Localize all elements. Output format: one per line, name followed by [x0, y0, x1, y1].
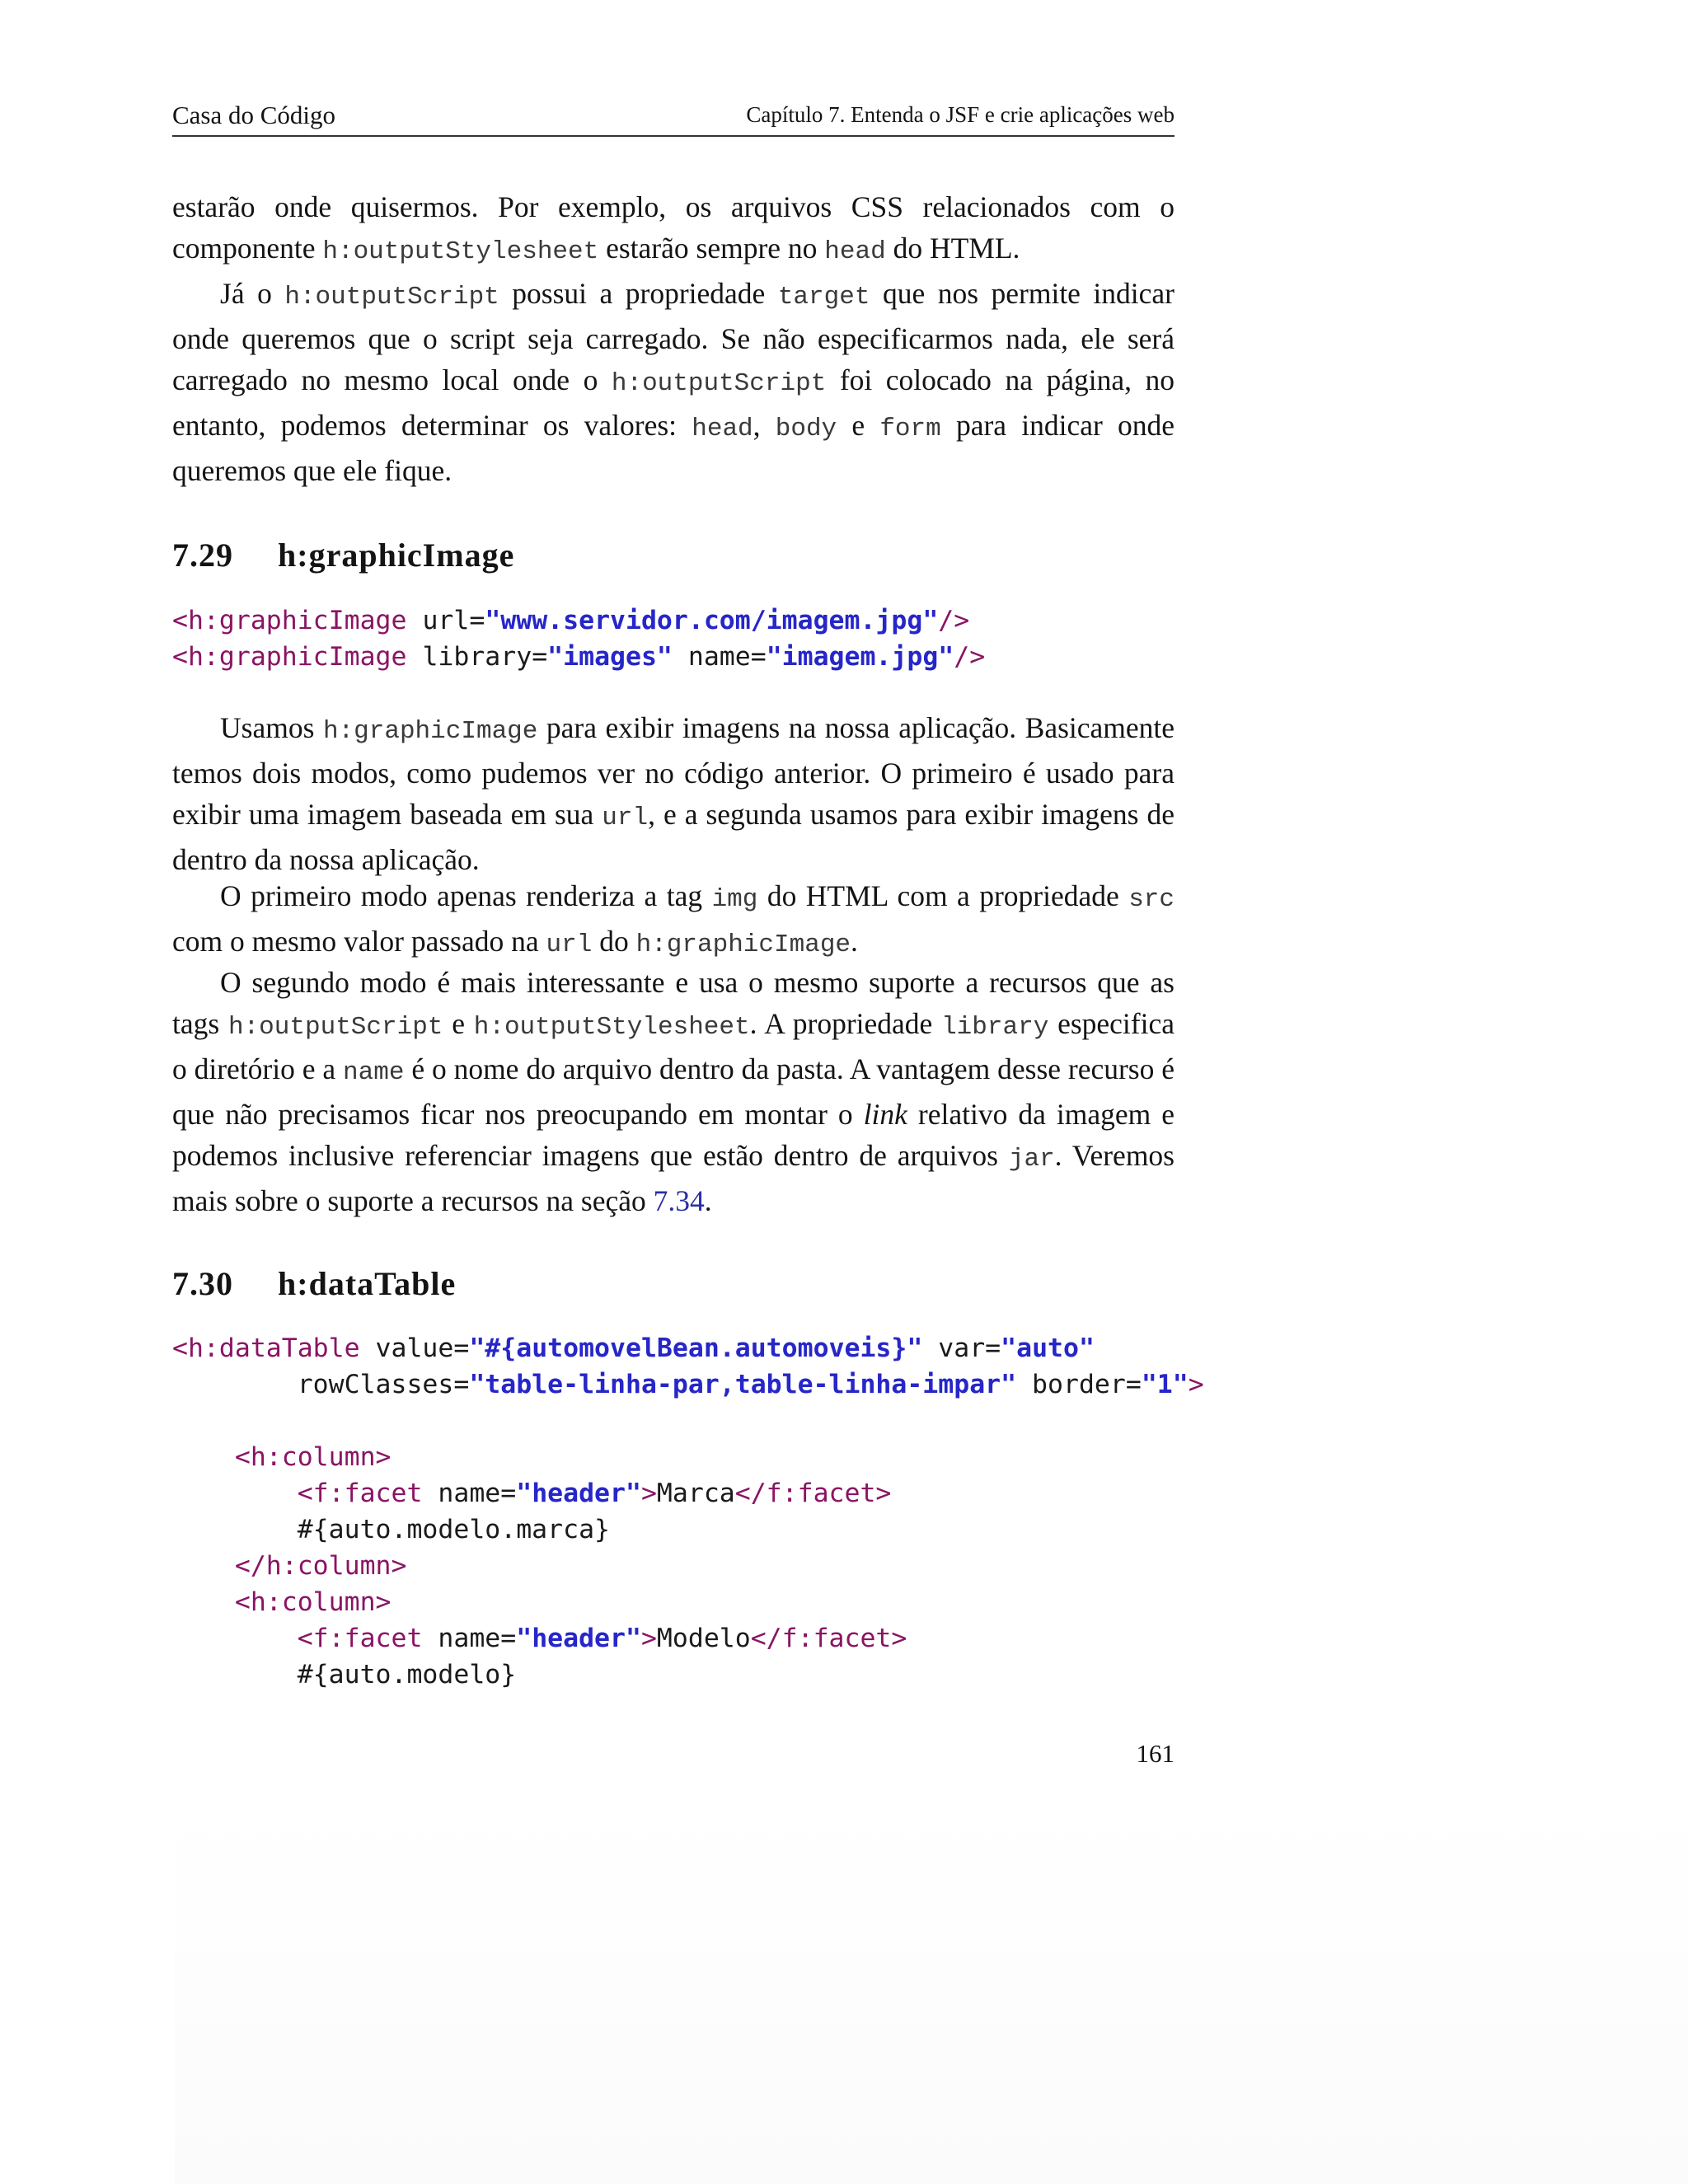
page-number: 161	[1136, 1739, 1175, 1768]
running-header	[172, 97, 1175, 137]
paragraph-3: Usamos h:graphicImage para exibir imagens na nossa aplicação. Basicamente temos dois modos, como pudemos ver no código anterior. O primeiro é usado para exibir uma imagem baseada em sua url, e a segunda usamos para exibir imagens de dentro da nossa aplicação.	[172, 711, 1175, 876]
code-block-graphic-image	[172, 602, 985, 675]
code-inline: src	[1128, 885, 1175, 914]
section-number: 7.30	[172, 1265, 233, 1302]
paragraph-4: O primeiro modo apenas renderiza a tag img do HTML com a propriedade src com o mesmo valor passado na url do h:graphicImage.	[172, 879, 1175, 959]
paragraph-2: Já o h:outputScript possui a propriedade target que nos permite indicar onde queremos que o script seja carregado. Se não especificarmos nada, ele será carregado no mesmo local onde o h:outputScript foi colocado na página, no entanto, podemos determinar os valores: head, body e form para indicar onde queremos que ele fique.	[172, 277, 1175, 487]
code-inline: url	[602, 804, 649, 832]
code-line: <f:facet name="header">Modelo</f:facet>	[297, 1624, 907, 1653]
code-inline: body	[775, 415, 837, 443]
section-title: h:graphicImage	[278, 537, 515, 574]
code-line: rowClasses="table-linha-par,table-linha-impar" border="1">	[172, 1370, 1204, 1399]
code-line: <h:column>	[234, 1442, 392, 1472]
code-line: <h:graphicImage url="www.servidor.com/imagem.jpg"/>	[172, 606, 970, 635]
section-link-7-34[interactable]: 7.34	[653, 1184, 705, 1217]
code-inline: head	[692, 415, 753, 443]
paragraph-1: estarão onde quisermos. Por exemplo, os arquivos CSS relacionados com o componente h:outputStylesheet estarão sempre no head do HTML.	[172, 190, 1175, 266]
code-inline: target	[777, 283, 870, 312]
code-line: </h:column>	[234, 1551, 407, 1581]
code-inline: jar	[1008, 1145, 1055, 1174]
code-line: <h:dataTable value="#{automovelBean.automoveis}" var="auto"	[172, 1333, 1095, 1363]
code-inline: form	[879, 415, 941, 443]
paragraph-5: O segundo modo é mais interessante e usa o mesmo suporte a recursos que as tags h:outputScript e h:outputStylesheet. A propriedade library especifica o diretório e a name é o nome do arquivo dentro da pasta. A vantagem desse recurso é que não precisamos ficar nos preocupando em montar o link relativo da imagem e podemos inclusive referenciar imagens que estão dentro de arquivos jar. Veremos mais sobre o suporte a recursos na seção 7.34.	[172, 966, 1175, 1217]
code-inline: img	[711, 885, 758, 914]
section-heading-data-table	[172, 1264, 456, 1303]
code-line: <h:graphicImage library="images" name="imagem.jpg"/>	[172, 642, 986, 672]
section-title: h:dataTable	[278, 1265, 457, 1302]
code-inline: head	[824, 237, 886, 266]
code-inline: h:outputStylesheet	[322, 237, 599, 266]
code-line: #{auto.modelo}	[172, 1660, 517, 1690]
page-left-margin	[0, 1797, 175, 2184]
header-book-title: Casa do Código	[172, 101, 336, 129]
code-inline: name	[343, 1058, 405, 1087]
section-number: 7.29	[172, 537, 233, 574]
code-inline: h:outputScript	[284, 283, 499, 312]
code-inline: h:outputScript	[227, 1013, 443, 1042]
emphasis: link	[863, 1098, 907, 1131]
code-inline: h:graphicImage	[635, 930, 851, 959]
code-inline: h:outputStylesheet	[473, 1013, 750, 1042]
code-inline: url	[546, 930, 593, 959]
section-heading-graphic-image	[172, 536, 514, 574]
code-inline: library	[941, 1013, 1049, 1042]
code-line: #{auto.modelo.marca}	[172, 1515, 611, 1544]
code-line: <h:column>	[234, 1587, 392, 1617]
code-line: <f:facet name="header">Marca</f:facet>	[297, 1479, 892, 1508]
code-inline: h:outputScript	[611, 369, 827, 398]
page-bottom-background	[0, 1797, 1688, 2184]
code-inline: h:graphicImage	[322, 717, 538, 746]
header-chapter-title: Capítulo 7. Entenda o JSF e crie aplicações web	[746, 102, 1175, 127]
code-block-data-table	[172, 1330, 1204, 1693]
